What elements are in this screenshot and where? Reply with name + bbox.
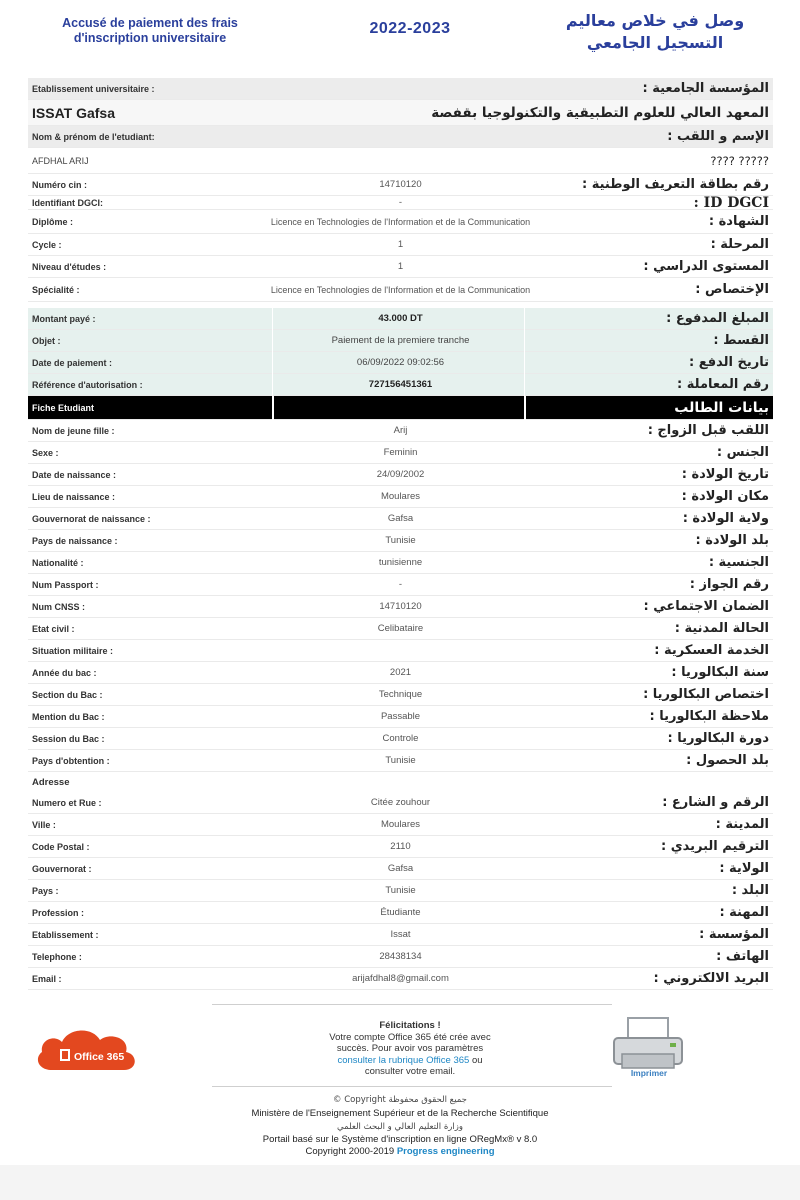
fiche-row: [28, 508, 773, 530]
cycle-row: [28, 234, 773, 256]
adresse-label-ar: المدينة :: [715, 817, 769, 832]
adresse-value: 2110: [390, 841, 411, 852]
fiche-header: [28, 396, 773, 420]
fiche-row: [28, 640, 773, 662]
fiche-value: tunisienne: [378, 557, 423, 568]
cycle-value: 1: [397, 239, 404, 250]
fiche-label-ar: بلد الحصول :: [686, 753, 769, 768]
fiche-value: Arij: [393, 425, 408, 436]
congrats-title: Félicitations !: [379, 1020, 441, 1031]
reference-value: 727156451361: [368, 379, 433, 390]
fiche-label-ar: اللقب قبل الزواج :: [647, 423, 769, 438]
institution-label-fr: Etablissement universitaire :: [32, 84, 155, 94]
congrats-line: consulter votre email.: [364, 1066, 456, 1077]
fiche-row: [28, 574, 773, 596]
fiche-value: Passable: [380, 711, 421, 722]
adresse-value: Étudiante: [380, 907, 421, 918]
adresse-value: Moulares: [380, 819, 421, 830]
adresse-row: [28, 814, 773, 836]
fiche-row: [28, 684, 773, 706]
office365-link[interactable]: consulter la rubrique Office 365: [337, 1054, 470, 1066]
fiche-label-ar: تاريخ الولادة :: [681, 467, 769, 482]
diplome-label-ar: الشهادة :: [708, 214, 769, 229]
reference-row: [28, 374, 773, 396]
fiche-label-ar: الجنسية :: [708, 555, 769, 570]
fiche-title-ar: بيانات الطالب: [674, 400, 769, 416]
objet-row: [28, 330, 773, 352]
fiche-label-fr: Pays de naissance :: [32, 536, 118, 546]
fiche-label-ar: بلد الولادة :: [695, 533, 769, 548]
montant-label-fr: Montant payé :: [32, 314, 96, 324]
dgci-row: [28, 196, 773, 210]
payment-date-row: [28, 352, 773, 374]
payment-date-label-ar: تاريخ الدفع :: [689, 355, 769, 370]
fiche-label-fr: Nationalité :: [32, 558, 84, 568]
fiche-label-fr: Pays d'obtention :: [32, 756, 110, 766]
fiche-row: [28, 728, 773, 750]
adresse-value: Gafsa: [387, 863, 414, 874]
cycle-label-ar: المرحلة :: [710, 237, 769, 252]
copyright-years: [150, 1146, 650, 1158]
payment-date-label-fr: Date de paiement :: [32, 358, 113, 368]
adresse-label-fr: Gouvernorat :: [32, 864, 92, 874]
fiche-value: Feminin: [383, 447, 418, 458]
fiche-label-fr: Gouvernorat de naissance :: [32, 514, 151, 524]
cloud-icon: [30, 1024, 142, 1074]
adresse-label-fr: Profession :: [32, 908, 85, 918]
specialite-row: [28, 278, 773, 302]
adresse-rows: [28, 792, 773, 990]
copyright-years-text: Copyright 2000-2019: [305, 1146, 395, 1157]
fiche-label-ar: رقم الجواز :: [689, 577, 769, 592]
objet-value: Paiement de la premiere tranche: [331, 335, 470, 346]
fiche-value: 2021: [389, 667, 412, 678]
office365-label: Office 365: [74, 1051, 125, 1063]
dgci-value: -: [398, 197, 403, 208]
fiche-label-fr: Date de naissance :: [32, 470, 117, 480]
niveau-value: 1: [397, 261, 404, 272]
adresse-label-ar: المؤسسة :: [699, 927, 769, 942]
cycle-label-fr: Cycle :: [32, 240, 62, 250]
fiche-label-ar: دورة البكالوريا :: [667, 731, 769, 746]
fiche-label-fr: Nom de jeune fille :: [32, 426, 115, 436]
student-name-row: [28, 148, 773, 174]
payment-date-value: 06/09/2022 09:02:56: [356, 357, 445, 368]
montant-row: [28, 308, 773, 330]
fiche-value: -: [398, 579, 403, 590]
fiche-label-ar: الضمان الاجتماعي :: [643, 599, 769, 614]
cin-label-fr: Numéro cin :: [32, 180, 88, 190]
montant-value: 43.000 DT: [378, 313, 423, 324]
header-title-fr-line2: d'inscription universitaire: [73, 31, 227, 45]
student-name-label-fr: Nom & prénom de l'etudiant:: [32, 132, 155, 142]
academic-year: 2022-2023: [369, 20, 451, 37]
footer-divider: [212, 1004, 612, 1005]
fiche-label-fr: Num CNSS :: [32, 602, 86, 612]
adresse-row: [28, 924, 773, 946]
fiche-value: Moulares: [380, 491, 421, 502]
fiche-value: Technique: [378, 689, 423, 700]
student-name-label-row: [28, 126, 773, 148]
fiche-label-fr: Etat civil :: [32, 624, 75, 634]
diplome-label-fr: Diplôme :: [32, 217, 74, 227]
footer-divider: [212, 1086, 612, 1087]
fiche-label-fr: Num Passport :: [32, 580, 99, 590]
dgci-label-fr: Identifiant DGCI:: [32, 198, 103, 208]
congrats-line: Votre compte Office 365 été crée avec: [329, 1031, 491, 1043]
adresse-row: [28, 946, 773, 968]
objet-label-fr: Objet :: [32, 336, 61, 346]
adresse-label-ar: البريد الالكتروني :: [653, 971, 769, 986]
congrats-line: ou: [469, 1054, 483, 1066]
fiche-value: [268, 640, 533, 662]
fiche-label-ar: اختصاص البكالوريا :: [643, 687, 769, 702]
congrats-message: [270, 1020, 550, 1078]
fiche-label-ar: مكان الولادة :: [681, 489, 769, 504]
fiche-row: [28, 662, 773, 684]
fiche-label-fr: Situation militaire :: [32, 646, 114, 656]
copyright-text: Copyright ©: [333, 1095, 386, 1105]
niveau-label-fr: Niveau d'études :: [32, 262, 107, 272]
student-name-ar: ????? ????: [710, 154, 769, 168]
institution-name-row: [28, 100, 773, 126]
adresse-label-ar: الرقم و الشارع :: [662, 795, 769, 810]
fiche-label-ar: الخدمة العسكرية :: [654, 643, 769, 658]
fiche-label-fr: Lieu de naissance :: [32, 492, 116, 502]
fiche-label-ar: سنة البكالوريا :: [671, 665, 769, 680]
reference-label-ar: رقم المعاملة :: [677, 377, 769, 392]
student-name-label-ar: الإسم و اللقب :: [667, 129, 769, 144]
institution-name-ar: المعهد العالي للعلوم التطبيقية والتكنولوجيا بقفصة: [431, 105, 769, 121]
fiche-row: [28, 442, 773, 464]
fiche-value: Celibataire: [377, 623, 424, 634]
dgci-label-ar: ID DGCI :: [693, 195, 769, 211]
fiche-label-ar: الحالة المدنية :: [674, 621, 769, 636]
adresse-label-ar: الولاية :: [719, 861, 769, 876]
fiche-label-fr: Session du Bac :: [32, 734, 105, 744]
objet-label-ar: القسط :: [713, 333, 769, 348]
fiche-row: [28, 420, 773, 442]
adresse-value: arijafdhal8@gmail.com: [352, 973, 449, 984]
cin-row: [28, 174, 773, 196]
fiche-row: [28, 618, 773, 640]
reference-label-fr: Référence d'autorisation :: [32, 380, 143, 390]
adresse-label-fr: Numero et Rue :: [32, 798, 102, 808]
header-title-ar: [540, 10, 770, 54]
fiche-row: [28, 596, 773, 618]
receipt-header: [0, 0, 800, 70]
bottom-band: [0, 1165, 800, 1200]
institution-name-fr: ISSAT Gafsa: [32, 105, 115, 121]
rights-ar: [150, 1094, 650, 1106]
fiche-row: [28, 706, 773, 728]
fiche-label-fr: Section du Bac :: [32, 690, 103, 700]
adresse-label-ar: البلد :: [731, 883, 769, 898]
receipt-table: [28, 78, 773, 990]
office365-logo[interactable]: [30, 1024, 142, 1074]
fiche-value: Controle: [382, 733, 419, 744]
fiche-value: Tunisie: [385, 535, 416, 546]
header-title-ar-line1: وصل في خلاص معاليم: [565, 11, 745, 30]
diplome-value: Licence en Technologies de l'Information et de la Communication: [270, 217, 531, 227]
adresse-row: [28, 792, 773, 814]
adresse-value: 28438134: [379, 951, 422, 962]
fiche-value: 14710120: [379, 601, 422, 612]
student-name-fr: AFDHAL ARIJ: [32, 156, 89, 166]
adresse-row: [28, 858, 773, 880]
adresse-label-ar: الترقيم البريدي :: [660, 839, 769, 854]
congrats-line: succès. Pour avoir vos paramètres: [336, 1043, 484, 1054]
specialite-label-fr: Spécialité :: [32, 285, 80, 295]
cin-label-ar: رقم بطاقة التعريف الوطنية :: [582, 177, 769, 192]
print-label[interactable]: Imprimer: [630, 1068, 668, 1078]
specialite-value: Licence en Technologies de l'Information et de la Communication: [270, 285, 531, 295]
institution-label-ar: المؤسسة الجامعية :: [642, 81, 769, 96]
fiche-value: Tunisie: [385, 755, 416, 766]
fiche-label-fr: Mention du Bac :: [32, 712, 105, 722]
fiche-title-fr: Fiche Etudiant: [32, 403, 95, 413]
adresse-label-ar: المهنة :: [719, 905, 769, 920]
adresse-row: [28, 902, 773, 924]
header-title-ar-line2: التسجيل الجامعي: [586, 33, 724, 52]
adresse-label-fr: Pays :: [32, 886, 59, 896]
institution-label-row: [28, 78, 773, 100]
adresse-label-fr: Telephone :: [32, 952, 82, 962]
adresse-section: [28, 772, 773, 792]
fiche-label-ar: ولاية الولادة :: [682, 511, 769, 526]
adresse-row: [28, 836, 773, 858]
fiche-value: 24/09/2002: [376, 469, 425, 480]
header-separator: [524, 396, 526, 420]
adresse-value: Citée zouhour: [370, 797, 431, 808]
fiche-row: [28, 464, 773, 486]
adresse-label-fr: Code Postal :: [32, 842, 90, 852]
ministry-ar: وزارة التعليم العالي و البحث العلمي: [337, 1122, 463, 1132]
adresse-value: Tunisie: [385, 885, 416, 896]
fiche-row: [28, 486, 773, 508]
fiche-label-ar: الجنس :: [716, 445, 769, 460]
rights-ar-text: جميع الحقوق محفوظة: [388, 1095, 467, 1105]
footer: [0, 1002, 800, 1200]
fiche-label-ar: ملاحظة البكالوريا :: [649, 709, 769, 724]
adresse-label-fr: Etablissement :: [32, 930, 99, 940]
progress-engineering-link[interactable]: Progress engineering: [396, 1146, 495, 1157]
adresse-title: Adresse: [32, 777, 70, 788]
specialite-label-ar: الإختصاص :: [695, 282, 769, 297]
header-title-fr-line1: Accusé de paiement des frais: [62, 16, 238, 30]
montant-label-ar: المبلغ المدفوع :: [666, 311, 769, 326]
adresse-label-fr: Ville :: [32, 820, 56, 830]
cin-value: 14710120: [379, 179, 422, 190]
adresse-label-ar: الهاتف :: [716, 949, 769, 964]
fiche-rows: [28, 420, 773, 772]
header-title-fr: [30, 16, 270, 46]
adresse-row: [28, 880, 773, 902]
fiche-label-fr: Sexe :: [32, 448, 59, 458]
fiche-label-fr: Année du bac :: [32, 668, 97, 678]
portal-info: Portail basé sur le Système d'inscription en ligne ORegMx® v 8.0: [262, 1134, 538, 1145]
ministry-fr: Ministère de l'Enseignement Supérieur et de la Recherche Scientifique: [251, 1108, 549, 1119]
fiche-value: Gafsa: [387, 513, 414, 524]
niveau-label-ar: المستوى الدراسي :: [643, 259, 769, 274]
adresse-row: [28, 968, 773, 990]
niveau-row: [28, 256, 773, 278]
fiche-row: [28, 530, 773, 552]
printer-icon: [608, 1014, 688, 1076]
adresse-label-fr: Email :: [32, 974, 62, 984]
fiche-row: [28, 750, 773, 772]
fiche-row: [28, 552, 773, 574]
adresse-value: Issat: [390, 929, 411, 940]
header-separator: [272, 396, 274, 420]
diplome-row: [28, 210, 773, 234]
